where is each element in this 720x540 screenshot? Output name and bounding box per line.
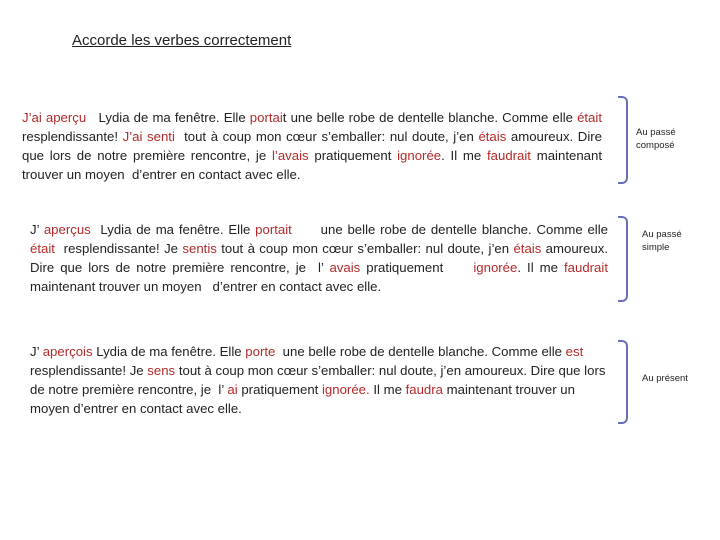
- paragraph-passe-simple: [30, 220, 612, 296]
- text-segment: pratiquement: [360, 260, 474, 275]
- conjugated-verb: J’ai senti: [122, 129, 175, 144]
- text-segment: une belle robe de dentelle blanche. Comme elle: [291, 222, 612, 237]
- label-present: Au présent: [642, 373, 688, 384]
- conjugated-verb: ignorée: [397, 148, 442, 163]
- conjugated-verb: sens: [147, 363, 176, 378]
- text-segment: J’: [30, 344, 43, 359]
- text-segment: resplendissante!: [22, 110, 610, 144]
- conjugated-verb: ignorée.: [322, 382, 370, 397]
- text-segment: . Il me: [441, 148, 487, 163]
- text-segment: resplendissante! Je: [30, 344, 591, 378]
- conjugated-verb: étais: [478, 129, 507, 144]
- conjugated-verb: faudrait: [486, 148, 531, 163]
- label-passe-simple: Au passé simple: [642, 229, 682, 253]
- text-segment: amoureux. Dire que lors de notre première rencontre, je: [22, 129, 606, 163]
- text-segment: pratiquement: [308, 148, 398, 163]
- text-segment: J’: [30, 222, 44, 237]
- conjugated-verb: étais: [513, 241, 542, 256]
- paragraph-passe-compose: [22, 108, 610, 184]
- conjugated-verb: ai: [227, 382, 238, 397]
- conjugated-verb: était: [30, 241, 55, 256]
- text-segment: maintenant trouver un moyen d’entrer en contact avec elle.: [22, 148, 606, 182]
- conjugated-verb: aperçois: [42, 344, 93, 359]
- text-segment: tout à coup mon cœur s’emballer: nul doute, j’en amoureux. Dire que lors de notre première rencontre, je l’: [30, 363, 610, 397]
- conjugated-verb: ignorée: [473, 260, 518, 275]
- bracket-present: [618, 340, 628, 424]
- conjugated-verb: sentis: [182, 241, 217, 256]
- conjugated-verb: faudrait: [564, 260, 608, 275]
- text-segment: Lydia de ma fenêtre. Elle: [90, 222, 256, 237]
- text-segment: une belle robe de dentelle blanche. Comme elle: [275, 344, 566, 359]
- text-segment: maintenant trouver un moyen d’entrer en contact avec elle.: [30, 382, 579, 416]
- paragraph-present: [30, 342, 608, 418]
- text-segment: . Il me: [517, 260, 564, 275]
- text-segment: resplendissante! Je: [54, 241, 183, 256]
- text-segment: t une belle robe de dentelle blanche. Comme elle: [282, 110, 578, 125]
- page-title: Accorde les verbes correctement: [72, 32, 292, 49]
- conjugated-verb: portai: [249, 110, 283, 125]
- text-segment: amoureux. Dire que lors de notre première rencontre, je l’: [30, 241, 612, 275]
- text-segment: Il me: [369, 382, 406, 397]
- text-segment: tout à coup mon cœur s’emballer: nul doute, j’en: [216, 241, 514, 256]
- conjugated-verb: aperçus: [43, 222, 91, 237]
- conjugated-verb: l’avais: [271, 148, 309, 163]
- text-segment: pratiquement: [237, 382, 322, 397]
- conjugated-verb: était: [577, 110, 602, 125]
- label-passe-compose: Au passé composé: [636, 127, 676, 151]
- conjugated-verb: J’ai aperçu: [22, 110, 91, 125]
- bracket-passe-simple: [618, 216, 628, 302]
- bracket-passe-compose: [618, 96, 628, 184]
- conjugated-verb: avais: [329, 260, 361, 275]
- text-segment: tout à coup mon cœur s’emballer: nul doute, j’en: [174, 129, 479, 144]
- conjugated-verb: faudra: [405, 382, 443, 397]
- text-segment: Lydia de ma fenêtre. Elle: [92, 344, 246, 359]
- text-segment: Lydia de ma fenêtre. Elle: [90, 110, 250, 125]
- conjugated-verb: portait: [255, 222, 292, 237]
- text-segment: maintenant trouver un moyen d’entrer en contact avec elle.: [30, 260, 612, 294]
- conjugated-verb: porte: [245, 344, 276, 359]
- conjugated-verb: est: [565, 344, 584, 359]
